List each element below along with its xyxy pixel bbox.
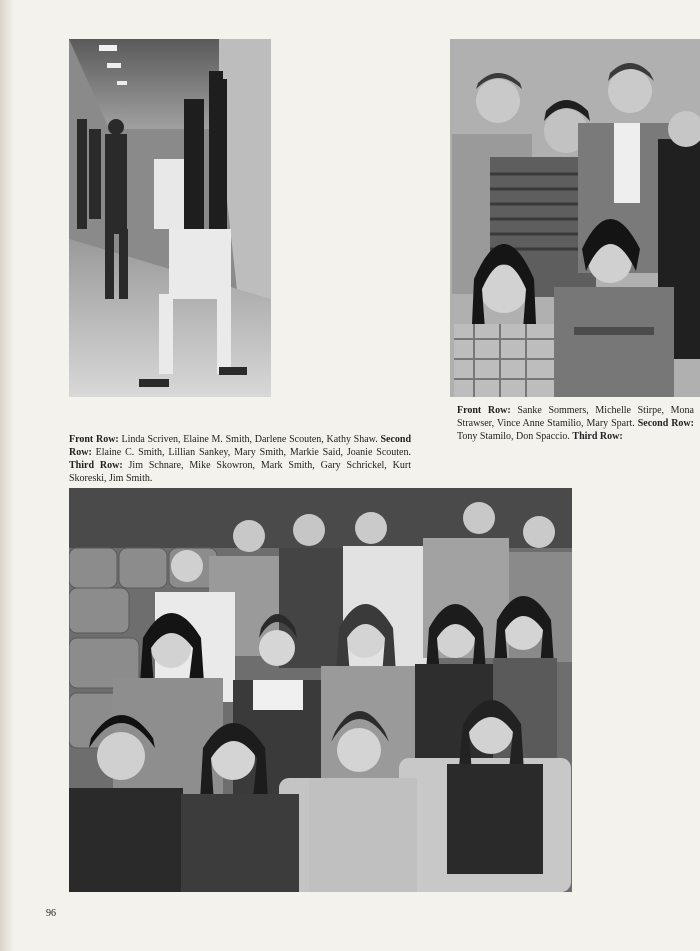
left-group-caption — [69, 433, 411, 485]
right-group-caption — [457, 404, 694, 443]
top-right-group-photo — [450, 39, 700, 397]
third-row-names: Jim Schnare, Mike Skowron, Mark Smith, Gary Schrickel, Kurt Skoreski, Jim Smith. — [69, 460, 411, 484]
page-number: 96 — [46, 908, 56, 919]
front-row-label: Front Row: — [69, 434, 119, 445]
front-row-label: Front Row: — [457, 405, 511, 416]
auditorium-group-photo — [69, 488, 572, 892]
third-row-label: Third Row: — [69, 460, 123, 471]
third-row-label: Third Row: — [572, 431, 623, 442]
second-row-label: Second Row: — [637, 418, 694, 429]
second-row-names: Tony Stamilo, Don Spaccio. — [457, 431, 573, 442]
second-row-names: Elaine C. Smith, Lillian Sankey, Mary Smith, Markie Said, Joanie Scouten. — [91, 447, 411, 458]
front-row-names: Linda Scriven, Elaine M. Smith, Darlene Scouten, Kathy Shaw. — [118, 434, 381, 445]
second-row-label: Second Row: — [69, 434, 412, 458]
front-row-names: Sanke Sommers, Michelle Stirpe, Mona Strawser, Vince Anne Stamilio, Mary Spart. — [457, 405, 694, 429]
hallway-handstand-photo — [69, 39, 271, 397]
page-binding-edge — [0, 0, 14, 951]
